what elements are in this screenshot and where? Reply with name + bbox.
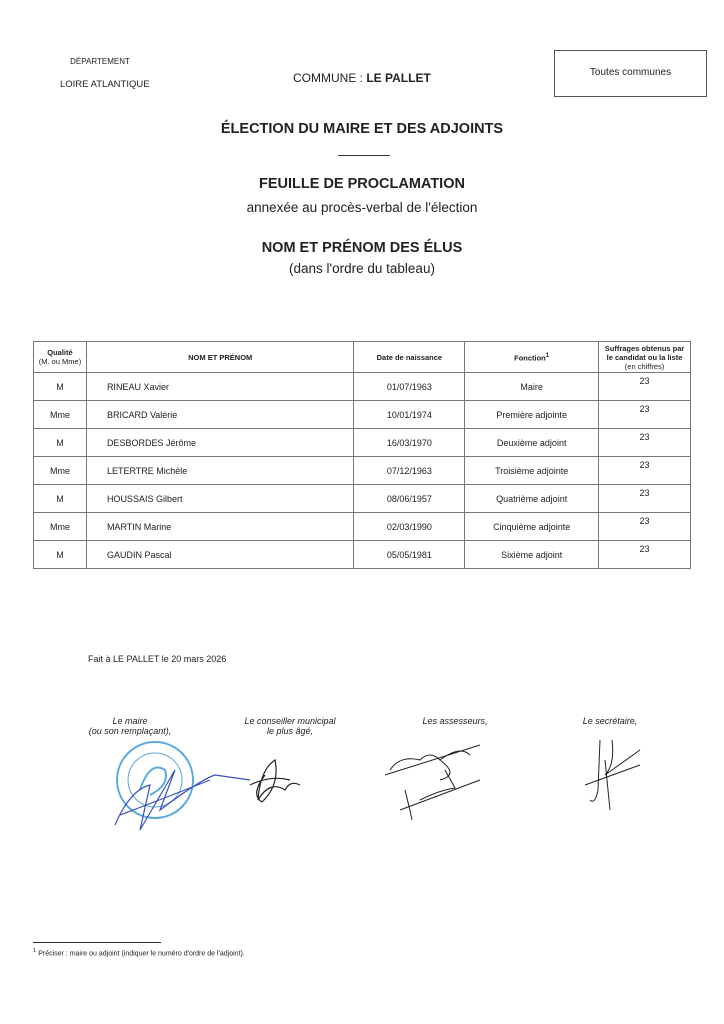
cell-date: 07/12/1963 [354, 457, 465, 485]
cell-nom: GAUDIN Pascal [86, 541, 354, 569]
cell-nom: BRICARD Valérie [86, 401, 354, 429]
cell-fonction: Première adjointe [465, 401, 599, 429]
cell-date: 02/03/1990 [354, 513, 465, 541]
sig-conseiller-label: Le conseiller municipal le plus âgé, [244, 716, 336, 736]
cell-qualite: M [34, 541, 87, 569]
cell-fonction: Maire [465, 373, 599, 401]
sig-maire-label: Le maire (ou son remplaçant), [88, 716, 172, 736]
sig-assesseurs-label: Les assesseurs, [422, 716, 488, 726]
maire-signature [115, 770, 250, 830]
cell-date: 16/03/1970 [354, 429, 465, 457]
cell-suffrages: 23 [599, 429, 691, 457]
cell-date: 10/01/1974 [354, 401, 465, 429]
annex-subtitle: annexée au procès-verbal de l'élection [246, 200, 478, 215]
cell-suffrages: 23 [599, 401, 691, 429]
cell-nom: LETERTRE Michèle [86, 457, 354, 485]
cell-qualite: M [34, 485, 87, 513]
cell-fonction: Quatrième adjoint [465, 485, 599, 513]
order-subtitle: (dans l'ordre du tableau) [289, 261, 435, 276]
cell-fonction: Troisième adjointe [465, 457, 599, 485]
footnote: $^1$ Préciser : maire ou adjoint (indiquer le numéro d'ordre de l'adjoint). [33, 948, 245, 958]
cell-suffrages: 23 [599, 485, 691, 513]
departement-label: DÉPARTEMENT [70, 57, 130, 66]
table-row [34, 513, 691, 541]
assesseur-signature-2 [400, 770, 480, 820]
cell-suffrages: 23 [599, 541, 691, 569]
cell-fonction: Sixième adjoint [465, 541, 599, 569]
col-qualite: Qualité (M. ou Mme) [34, 342, 87, 373]
conseiller-signature [250, 760, 300, 802]
table-row [34, 541, 691, 569]
cell-qualite: Mme [34, 513, 87, 541]
mairie-stamp [117, 742, 193, 818]
cell-fonction: Deuxième adjoint [465, 429, 599, 457]
table-row [34, 373, 691, 401]
main-title: ÉLECTION DU MAIRE ET DES ADJOINTS [220, 121, 504, 137]
col-suffrages: Suffrages obtenus par le candidat ou la liste (en chiffres) [599, 342, 691, 373]
table-row [34, 429, 691, 457]
footnote-rule [33, 942, 161, 943]
cell-nom: DESBORDES Jérôme [86, 429, 354, 457]
cell-suffrages: 23 [599, 373, 691, 401]
sheet-title: FEUILLE DE PROCLAMATION [259, 176, 465, 192]
fait-a: Fait à LE PALLET le 20 mars 2026 [88, 654, 227, 664]
cell-qualite: Mme [34, 457, 87, 485]
commune-name: LE PALLET [366, 71, 431, 85]
commune-label: COMMUNE : [293, 71, 367, 85]
elected-table [33, 341, 691, 569]
cell-nom: MARTIN Marine [86, 513, 354, 541]
table-header [34, 342, 691, 373]
sig-secretaire-label: Le secrétaire, [582, 716, 638, 726]
elus-title: NOM ET PRÉNOM DES ÉLUS [261, 240, 463, 256]
table-row [34, 485, 691, 513]
cell-date: 01/07/1963 [354, 373, 465, 401]
commune [293, 71, 431, 85]
cell-date: 05/05/1981 [354, 541, 465, 569]
cell-qualite: M [34, 429, 87, 457]
title-divider [338, 155, 390, 156]
cell-suffrages: 23 [599, 457, 691, 485]
assesseur-signature-1 [385, 745, 480, 780]
cell-qualite: Mme [34, 401, 87, 429]
secretaire-signature [585, 740, 640, 810]
col-nom: NOM ET PRÉNOM [86, 342, 354, 373]
cell-fonction: Cinquième adjointe [465, 513, 599, 541]
col-date: Date de naissance [354, 342, 465, 373]
cell-nom: HOUSSAIS Gilbert [86, 485, 354, 513]
departement-name: LOIRE ATLANTIQUE [60, 79, 150, 90]
cell-nom: RINEAU Xavier [86, 373, 354, 401]
signatures-area [0, 730, 724, 840]
table-row [34, 457, 691, 485]
cell-qualite: M [34, 373, 87, 401]
table-row [34, 401, 691, 429]
cell-date: 08/06/1957 [354, 485, 465, 513]
col-fonction: Fonction$^1$ [465, 342, 599, 373]
scope-box: Toutes communes [554, 50, 707, 97]
cell-suffrages: 23 [599, 513, 691, 541]
